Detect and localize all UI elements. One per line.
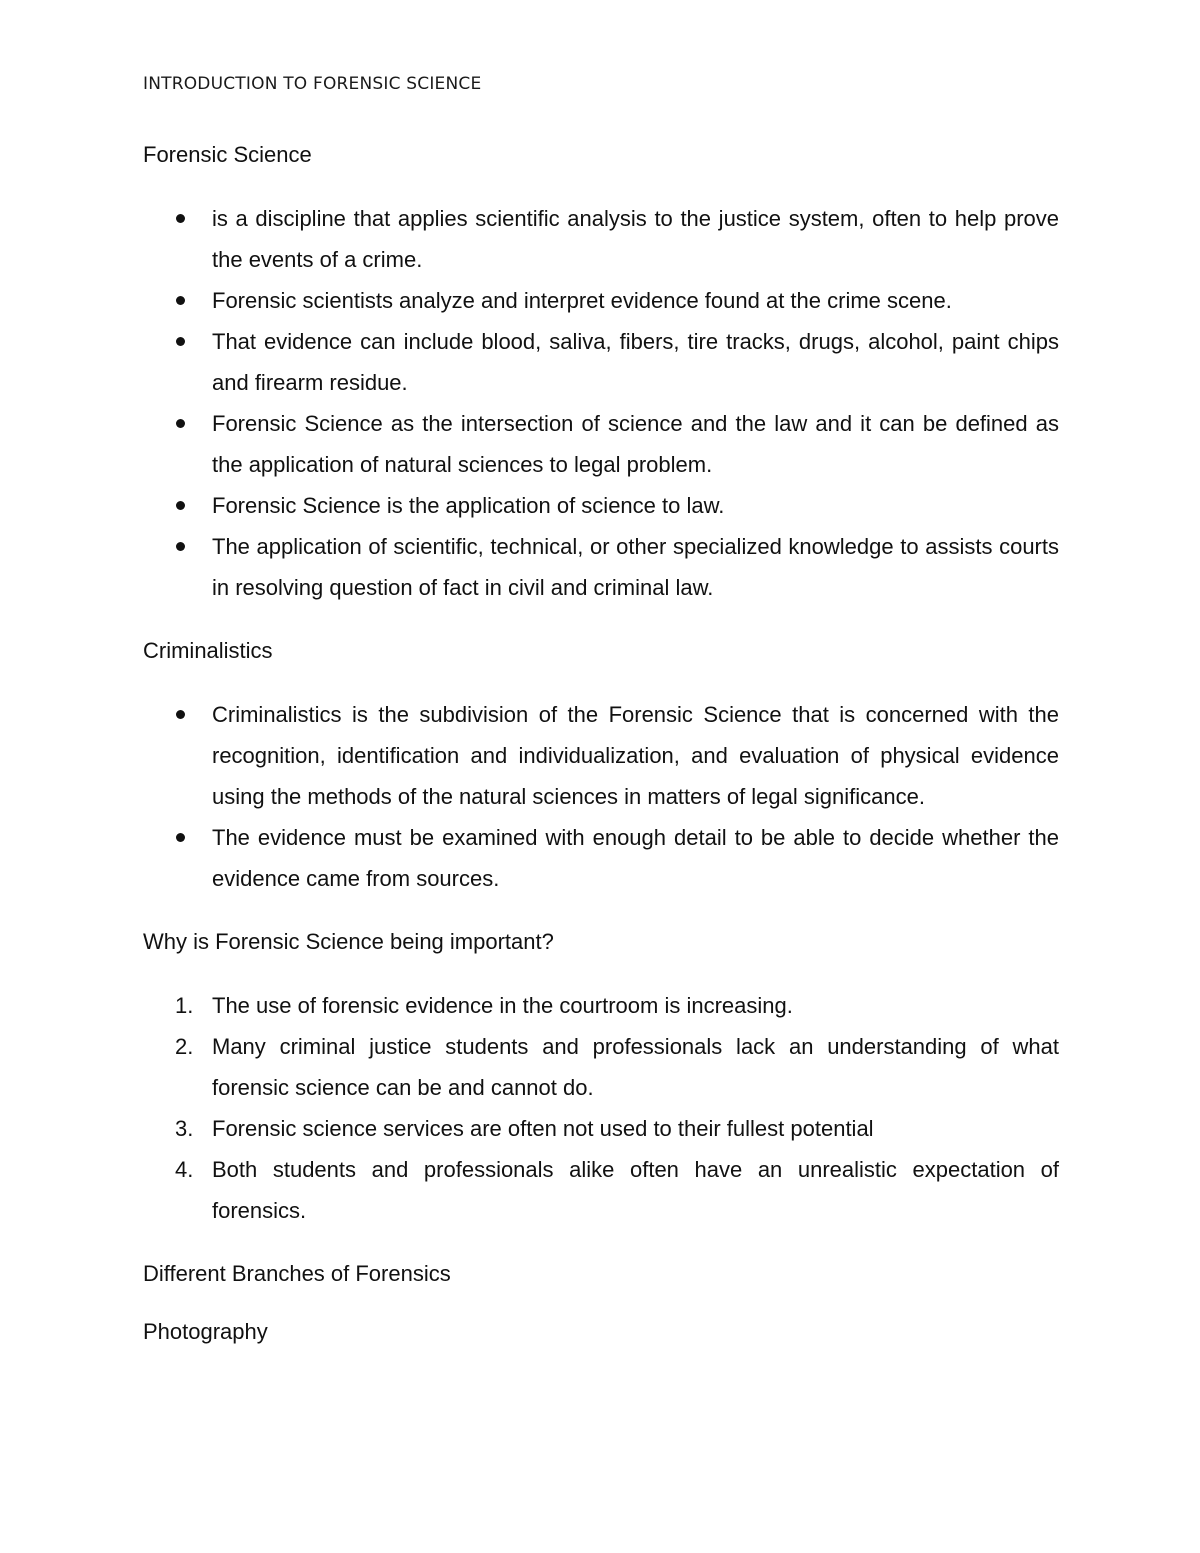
- numbered-item: [143, 1149, 1059, 1231]
- item-number: 2.: [175, 1034, 194, 1059]
- section-heading-importance: Why is Forensic Science being important?: [143, 929, 554, 954]
- bullet-icon: [176, 419, 185, 428]
- section-heading-photography: Photography: [143, 1319, 268, 1344]
- criminalistics-bullet-list: [143, 694, 1059, 899]
- running-header: INTRODUCTION TO FORENSIC SCIENCE: [143, 74, 482, 94]
- bullet-icon: [176, 337, 185, 346]
- bullet-item: [143, 694, 1059, 817]
- item-text: Many criminal justice students and professionals lack an understanding of what forensic science can be and cannot do.: [212, 1034, 1059, 1100]
- bullet-icon: [176, 214, 185, 223]
- bullet-icon: [176, 542, 185, 551]
- importance-numbered-list: [143, 985, 1059, 1231]
- numbered-item: [143, 1108, 1059, 1149]
- bullet-item: [143, 321, 1059, 403]
- bullet-item: [143, 817, 1059, 899]
- bullet-text: The evidence must be examined with enough detail to be able to decide whether the evidence came from sources.: [212, 825, 1059, 891]
- item-number: 1.: [175, 993, 194, 1018]
- bullet-icon: [176, 296, 185, 305]
- section-heading-forensic-science: Forensic Science: [143, 142, 312, 167]
- bullet-text: Criminalistics is the subdivision of the Forensic Science that is concerned with the recognition, identification and individualization, and evaluation of physical evidence using the methods of the natural sciences in matters of legal significance.: [212, 702, 1059, 809]
- section-heading-criminalistics: Criminalistics: [143, 638, 273, 663]
- bullet-text: is a discipline that applies scientific analysis to the justice system, often to help prove the events of a crime.: [212, 206, 1059, 272]
- bullet-text: Forensic Science is the application of science to law.: [212, 493, 725, 518]
- bullet-text: The application of scientific, technical, or other specialized knowledge to assists courts in resolving question of fact in civil and criminal law.: [212, 534, 1059, 600]
- item-number: 3.: [175, 1116, 194, 1141]
- bullet-item: [143, 526, 1059, 608]
- bullet-icon: [176, 501, 185, 510]
- item-number: 4.: [175, 1157, 194, 1182]
- numbered-item: [143, 1026, 1059, 1108]
- item-text: The use of forensic evidence in the courtroom is increasing.: [212, 993, 793, 1018]
- document-body: [143, 140, 1059, 1375]
- bullet-icon: [176, 710, 185, 719]
- bullet-icon: [176, 833, 185, 842]
- bullet-item: [143, 198, 1059, 280]
- bullet-item: [143, 280, 1059, 321]
- bullet-item: [143, 403, 1059, 485]
- forensic-science-bullet-list: [143, 198, 1059, 608]
- bullet-text: Forensic scientists analyze and interpret evidence found at the crime scene.: [212, 288, 952, 313]
- bullet-text: Forensic Science as the intersection of science and the law and it can be defined as the application of natural sciences to legal problem.: [212, 411, 1059, 477]
- item-text: Forensic science services are often not used to their fullest potential: [212, 1116, 874, 1141]
- bullet-item: [143, 485, 1059, 526]
- bullet-text: That evidence can include blood, saliva, fibers, tire tracks, drugs, alcohol, paint chips and firearm residue.: [212, 329, 1059, 395]
- item-text: Both students and professionals alike often have an unrealistic expectation of forensics.: [212, 1157, 1059, 1223]
- numbered-item: [143, 985, 1059, 1026]
- section-heading-branches: Different Branches of Forensics: [143, 1261, 451, 1286]
